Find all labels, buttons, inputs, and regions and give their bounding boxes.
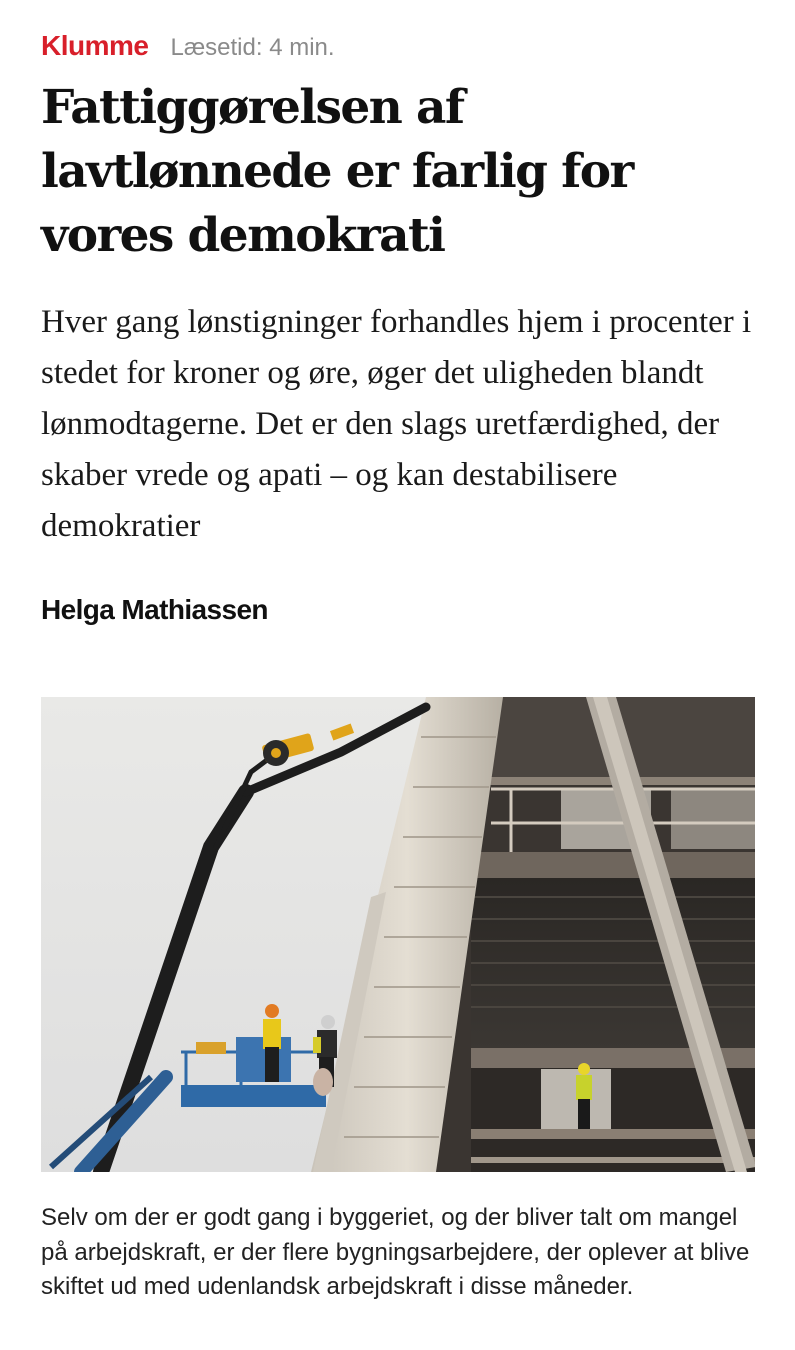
section-label[interactable]: Klumme	[41, 30, 149, 61]
author-byline[interactable]: Helga Mathiassen	[41, 594, 268, 625]
article-photo[interactable]	[41, 697, 755, 1172]
construction-site-photo	[41, 697, 755, 1172]
photo-caption: Selv om der er godt gang i byggeriet, og der bliver talt om mangel på arbejdskraft, er der flere bygningsarbejdere, der oplever at blive skiftet ud med udenlandsk arbejdskraft i disse måneder.	[41, 1204, 750, 1300]
article-meta	[41, 30, 335, 62]
reading-time: Læsetid: 4 min.	[170, 34, 335, 61]
lede: Hver gang lønstigninger forhandles hjem i procenter i stedet for kroner og øre, øger det uligheden blandt lønmodtagerne. Det er den slags uretfærdighed, der skaber vrede og apati – og kan destabilisere demokratier	[41, 304, 752, 544]
headline: Fattiggørelsen af lavtlønnede er farlig for vores demokrati	[41, 80, 633, 263]
